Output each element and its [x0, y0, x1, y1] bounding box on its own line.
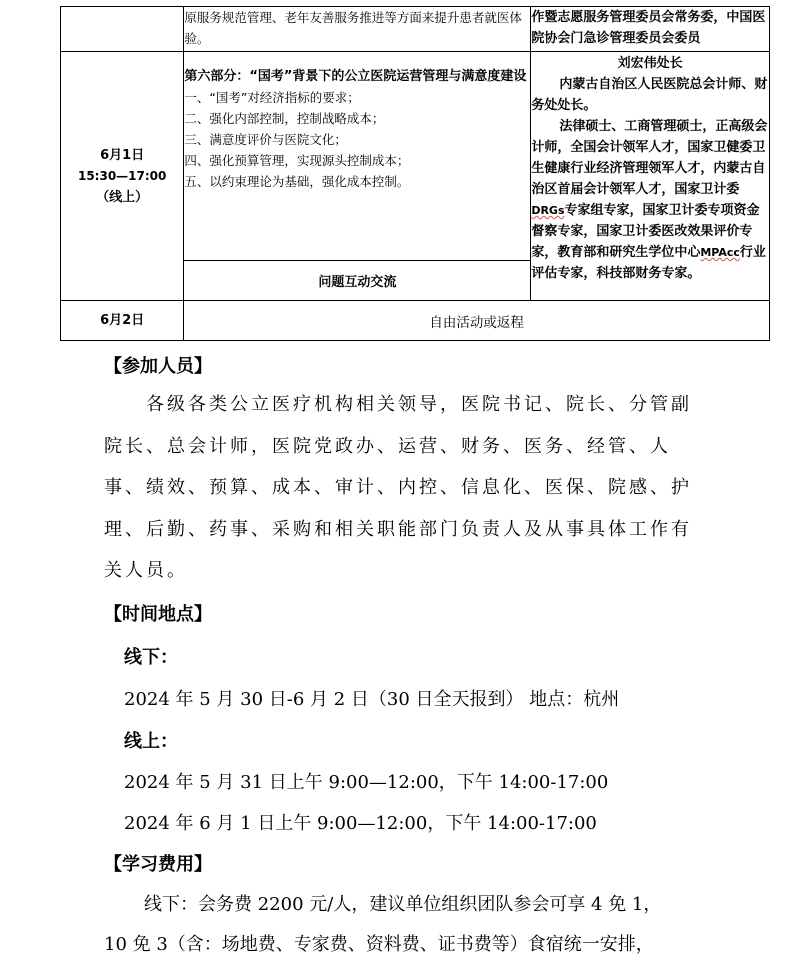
speaker-bio [531, 116, 769, 284]
schedule-table [60, 6, 770, 341]
session-item: 一、“国考”对经济指标的要求； [184, 90, 360, 105]
interactive-label: 问题互动交流 [318, 275, 397, 290]
time-place-heading: 【时间地点】 [104, 604, 212, 625]
schedule-row [61, 301, 770, 341]
online-schedule: 2024 年 6 月 1 日上午 9:00—12:00，下午 14:00-17:00 [124, 813, 597, 834]
online-label: 线上： [124, 731, 178, 752]
speaker-title: 内蒙古自治区人民医院总会计师、财务处处长。 [531, 77, 768, 113]
free-activity: 自由活动或返程 [429, 314, 524, 331]
speaker-bio-mpacc: MPAcc [700, 246, 740, 259]
offline-label: 线下： [124, 647, 178, 668]
participants-text: 各级各类公立医疗机构相关领导，医院书记、院长、分管副院长、总会计师，医院党政办、运营、财务、医务、经管、人事、绩效、预算、成本、审计、内控、信息化、医保、院感、护理、后勤、药事、采购和相关职能部门负责人及从事具体工作有关人员。 [104, 394, 692, 581]
fees-heading: 【学习费用】 [104, 854, 212, 875]
fees-text: 线下：会务费 2200 元/人，建议单位组织团队参会可享 4 免 1， [144, 894, 662, 915]
date-cell [61, 301, 184, 341]
speaker-cell [531, 52, 770, 301]
speaker-bio-drgs: DRGs [531, 204, 565, 217]
session-content [184, 52, 531, 261]
session-text: 原服务规范管理、老年友善服务推进等方面来提升患者就医体验。 [184, 10, 522, 46]
fees-text: 10 免 3（含：场地费、专家费、资料费、证书费等）食宿统一安排， [104, 934, 654, 955]
offline-schedule: 2024 年 5 月 30 日-6 月 2 日（30 日全天报到） 地点：杭州 [124, 689, 620, 710]
speaker-bio-part: 行业评估专家，科技部财务专家。 [531, 245, 766, 281]
speaker-bio-part: 专家组专家，国家卫计委专项资金督察专家，国家卫计委医改效果评价专家，教育部和研究生学位中心 [531, 203, 760, 260]
session-item: 二、强化内部控制，控制战略成本； [184, 111, 385, 126]
session-title: 第六部分：“国考”背景下的公立医院运营管理与满意度建设 [184, 69, 527, 84]
speaker-cell [531, 7, 770, 52]
session-item: 五、以约束理论为基础，强化成本控制。 [184, 174, 410, 189]
speaker-bio-part: 法律硕士、工商管理硕士，正高级会计师，全国会计领军人才，国家卫健委卫生健康行业经济管理领军人才，内蒙古自治区首届会计领军人才，国家卫计委 [531, 119, 768, 197]
speaker-text: 作暨志愿服务管理委员会常务委，中国医院协会门急诊管理委员会委员 [531, 10, 766, 46]
session-item: 三、满意度评价与医院文化； [184, 132, 347, 147]
session-time: 15:30—17:00 [77, 168, 167, 183]
session-date: 6月2日 [100, 313, 145, 328]
schedule-row [61, 52, 770, 261]
participants-heading: 【参加人员】 [104, 356, 212, 377]
online-schedule: 2024 年 5 月 31 日上午 9:00—12:00，下午 14:00-17:00 [124, 772, 609, 793]
session-item: 四、强化预算管理，实现源头控制成本； [184, 153, 410, 168]
interactive-cell [184, 261, 531, 301]
session-content [184, 301, 770, 341]
session-mode: （线上） [96, 189, 149, 205]
date-cell-empty [61, 7, 184, 52]
schedule-row [61, 7, 770, 52]
session-content [184, 7, 531, 52]
session-date: 6月1日 [100, 147, 145, 163]
date-cell [61, 52, 184, 301]
speaker-name: 刘宏伟处长 [617, 56, 683, 71]
